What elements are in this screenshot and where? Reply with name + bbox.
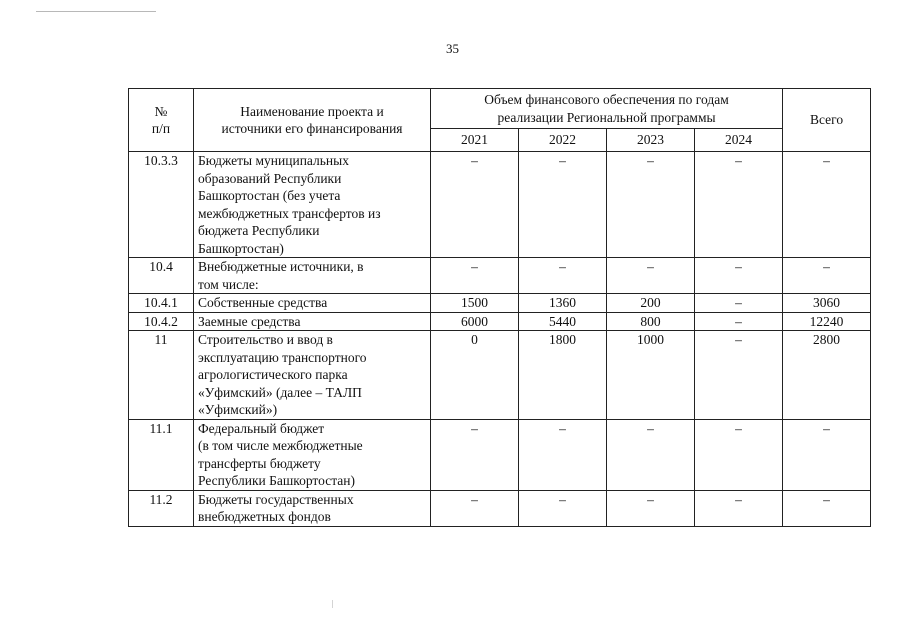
table-body <box>129 152 871 527</box>
header-year: 2022 <box>519 129 607 152</box>
table-row <box>129 419 871 490</box>
row-value: – <box>607 490 695 526</box>
row-value: – <box>519 152 607 258</box>
row-value: – <box>431 258 519 294</box>
row-name: Федеральный бюджет (в том числе межбюджетные трансферты бюджету Республики Башкортостан) <box>194 419 431 490</box>
row-value: 1800 <box>519 331 607 420</box>
row-value: – <box>695 490 783 526</box>
row-value: 200 <box>607 294 695 313</box>
row-value: 5440 <box>519 312 607 331</box>
header-year: 2021 <box>431 129 519 152</box>
row-value: – <box>695 294 783 313</box>
row-value: – <box>519 419 607 490</box>
row-total: 12240 <box>783 312 871 331</box>
row-name: Бюджеты муниципальных образований Республики Башкортостан (без учета межбюджетных трансфертов из бюджета Республики Башкортостан) <box>194 152 431 258</box>
row-value: – <box>431 490 519 526</box>
header-name: Наименование проекта и источники его финансирования <box>194 89 431 152</box>
row-num: 10.3.3 <box>129 152 194 258</box>
header-year: 2024 <box>695 129 783 152</box>
row-value: 800 <box>607 312 695 331</box>
row-name: Строительство и ввод в эксплуатацию транспортного агрологистического парка «Уфимский» (далее – ТАЛП «Уфимский») <box>194 331 431 420</box>
row-value: – <box>695 419 783 490</box>
row-value: – <box>607 419 695 490</box>
financing-table <box>128 88 871 527</box>
row-value: 1500 <box>431 294 519 313</box>
header-total: Всего <box>783 89 871 152</box>
row-value: – <box>607 258 695 294</box>
row-value: – <box>519 490 607 526</box>
row-total: – <box>783 419 871 490</box>
row-total: 3060 <box>783 294 871 313</box>
row-total: – <box>783 258 871 294</box>
row-value: – <box>431 152 519 258</box>
row-total: – <box>783 152 871 258</box>
row-num: 10.4.2 <box>129 312 194 331</box>
row-name: Внебюджетные источники, в том числе: <box>194 258 431 294</box>
table-row <box>129 331 871 420</box>
row-value: – <box>695 152 783 258</box>
row-name: Бюджеты государственных внебюджетных фондов <box>194 490 431 526</box>
row-num: 11.1 <box>129 419 194 490</box>
page-number: 35 <box>446 41 459 56</box>
table-header <box>129 89 871 152</box>
row-name: Собственные средства <box>194 294 431 313</box>
row-value: – <box>519 258 607 294</box>
row-num: 11.2 <box>129 490 194 526</box>
row-num: 10.4 <box>129 258 194 294</box>
row-value: – <box>695 312 783 331</box>
table-row <box>129 258 871 294</box>
header-year: 2023 <box>607 129 695 152</box>
header-num: № п/п <box>129 89 194 152</box>
table-row <box>129 490 871 526</box>
row-total: 2800 <box>783 331 871 420</box>
row-value: 1360 <box>519 294 607 313</box>
row-num: 10.4.1 <box>129 294 194 313</box>
row-value: 6000 <box>431 312 519 331</box>
table-row <box>129 152 871 258</box>
row-total: – <box>783 490 871 526</box>
row-value: – <box>431 419 519 490</box>
row-value: 0 <box>431 331 519 420</box>
top-rule <box>36 11 156 12</box>
row-name: Заемные средства <box>194 312 431 331</box>
row-value: – <box>695 331 783 420</box>
row-value: 1000 <box>607 331 695 420</box>
row-num: 11 <box>129 331 194 420</box>
header-volume: Объем финансового обеспечения по годам реализации Региональной программы <box>431 89 783 129</box>
row-value: – <box>607 152 695 258</box>
table-row <box>129 312 871 331</box>
scan-mark <box>332 600 333 608</box>
row-value: – <box>695 258 783 294</box>
table-row <box>129 294 871 313</box>
